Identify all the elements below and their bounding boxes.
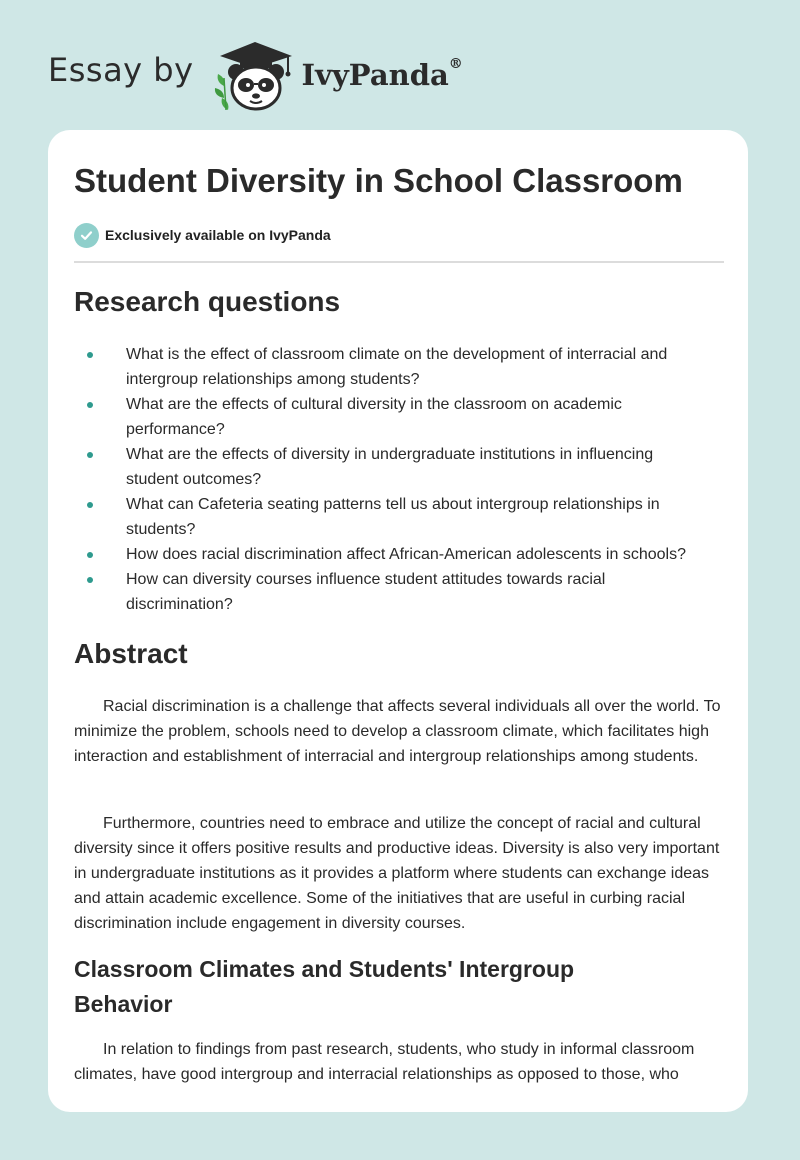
abstract-heading: Abstract — [74, 638, 188, 669]
list-item: What are the effects of diversity in undergraduate institutions in influencing student outcomes? — [74, 442, 706, 492]
divider — [74, 261, 724, 263]
list-item: What is the effect of classroom climate on the development of interracial and intergroup relationships among students? — [74, 342, 706, 392]
essay-by-label: Essay by — [48, 51, 194, 89]
page-title: Student Diversity in School Classroom — [74, 162, 683, 199]
research-questions-heading: Research questions — [74, 286, 341, 317]
bullet-icon — [87, 502, 93, 508]
brand-name: IvyPanda® — [301, 56, 463, 92]
bullet-icon — [87, 402, 93, 408]
article-card — [48, 130, 748, 1112]
list-item: What can Cafeteria seating patterns tell us about intergroup relationships in students? — [74, 492, 706, 542]
research-questions-list — [74, 342, 724, 617]
list-item: What are the effects of cultural diversity in the classroom on academic performance? — [74, 392, 706, 442]
list-item: How can diversity courses influence student attitudes towards racial discrimination? — [74, 567, 706, 617]
registered-mark: ® — [448, 56, 463, 72]
bullet-icon — [87, 452, 93, 458]
abstract-paragraph-1: Racial discrimination is a challenge that affects several individuals all over the world. To minimize the problem, schools need to develop a classroom climate, which facilitates high interaction and establishment of interracial and intergroup relationships among students. — [74, 698, 721, 765]
classroom-climates-paragraph: In relation to findings from past research, students, who study in informal classroom climates, have good intergroup and interracial relationships as opposed to those, who — [74, 1041, 695, 1083]
panda-graduation-logo-icon — [210, 36, 300, 112]
check-icon — [74, 223, 99, 248]
bullet-icon — [87, 552, 93, 558]
bullet-icon — [87, 577, 93, 583]
list-item: How does racial discrimination affect African-American adolescents in schools? — [74, 542, 706, 567]
exclusive-label: Exclusively available on IvyPanda — [105, 227, 331, 243]
classroom-climates-heading: Classroom Climates and Students' Intergroup Behavior — [74, 956, 575, 1017]
abstract-paragraph-2: Furthermore, countries need to embrace and utilize the concept of racial and cultural diversity since it offers positive results and productive ideas. Diversity is also very important in undergraduate institutions as it provides a platform where students can exchange ideas and attain academic excellence. Some of the initiatives that are useful in curbing racial discrimination include engagement in diversity courses. — [74, 815, 720, 932]
site-header — [48, 36, 508, 112]
exclusive-badge — [74, 222, 331, 248]
ivypanda-logo[interactable] — [210, 36, 463, 112]
bullet-icon — [87, 352, 93, 358]
